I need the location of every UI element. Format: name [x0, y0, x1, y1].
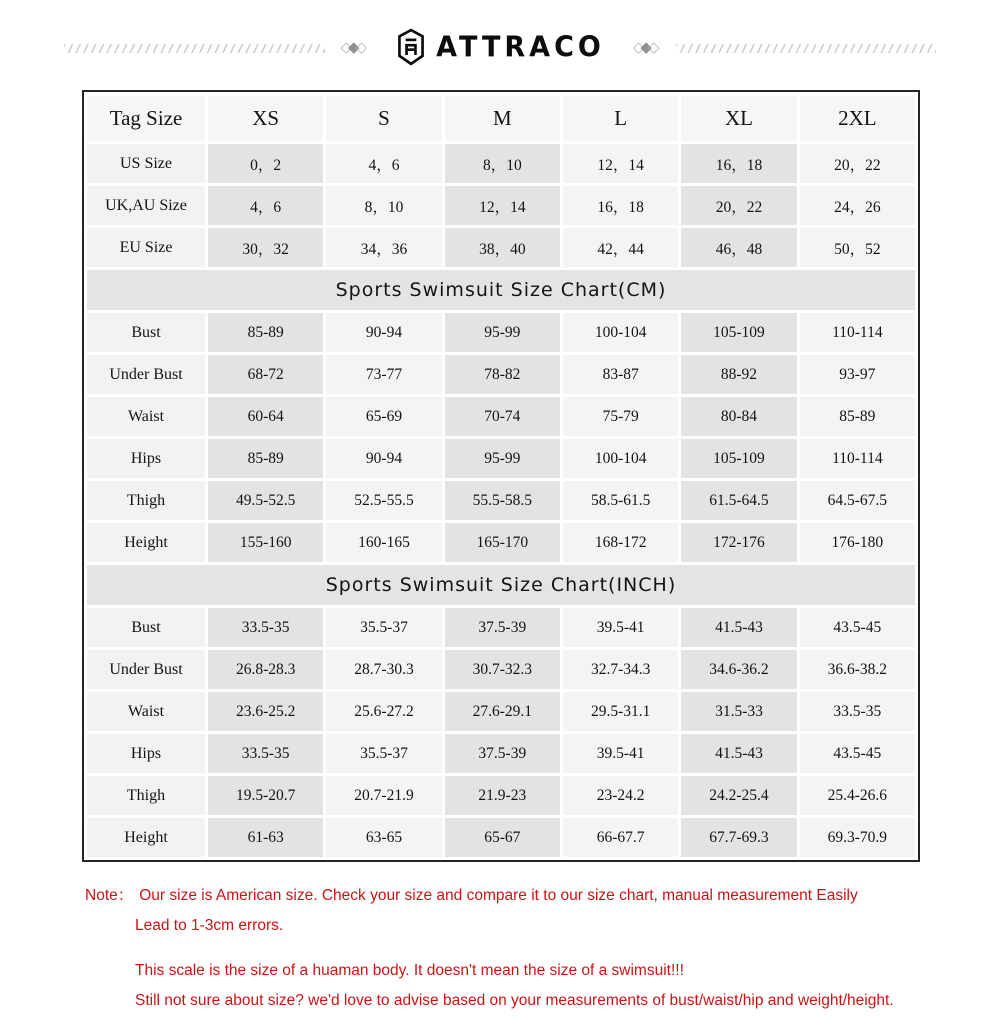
- brand-logo: [395, 28, 605, 66]
- size-cell: 83-87: [563, 355, 678, 394]
- size-cell: 33.5-35: [208, 608, 323, 647]
- note-text: Our size is American size. Check your size and compare it to our size chart, manual measurement Easily: [139, 887, 858, 904]
- size-col-header: S: [326, 95, 441, 141]
- size-cell: 67.7-69.3: [681, 818, 796, 857]
- size-cell: 100-104: [563, 313, 678, 352]
- size-cell: 39.5-41: [563, 734, 678, 773]
- row-label: EU Size: [87, 228, 205, 267]
- size-cell: 29.5-31.1: [563, 692, 678, 731]
- size-cell: 42，44: [563, 228, 678, 267]
- row-label: Waist: [87, 397, 205, 436]
- table-row: [87, 650, 915, 689]
- row-label: Thigh: [87, 776, 205, 815]
- row-label: Height: [87, 523, 205, 562]
- size-cell: 100-104: [563, 439, 678, 478]
- size-cell: 105-109: [681, 313, 796, 352]
- size-cell: 85-89: [208, 313, 323, 352]
- diamond-outline-icon: ◇: [355, 38, 364, 56]
- size-cell: 37.5-39: [445, 734, 560, 773]
- size-cell: 4，6: [208, 186, 323, 225]
- size-cell: 50，52: [800, 228, 915, 267]
- diamond-filled-icon: ◆: [348, 38, 356, 56]
- size-cell: 110-114: [800, 439, 915, 478]
- size-cell: 61.5-64.5: [681, 481, 796, 520]
- size-cell: 24，26: [800, 186, 915, 225]
- size-cell: 61-63: [208, 818, 323, 857]
- size-col-header: XL: [681, 95, 796, 141]
- size-cell: 34.6-36.2: [681, 650, 796, 689]
- size-cell: 80-84: [681, 397, 796, 436]
- size-col-header: 2XL: [800, 95, 915, 141]
- diamond-filled-icon: ◆: [640, 38, 648, 56]
- row-label: Hips: [87, 439, 205, 478]
- size-cell: 35.5-37: [326, 734, 441, 773]
- size-cell: 43.5-45: [800, 734, 915, 773]
- size-cell: 60-64: [208, 397, 323, 436]
- size-cell: 21.9-23: [445, 776, 560, 815]
- size-cell: 23.6-25.2: [208, 692, 323, 731]
- table-row: [87, 439, 915, 478]
- table-row: [87, 481, 915, 520]
- size-cell: 25.4-26.6: [800, 776, 915, 815]
- size-cell: 95-99: [445, 439, 560, 478]
- brand-wordmark: ATTRACO: [436, 30, 605, 64]
- size-cell: 32.7-34.3: [563, 650, 678, 689]
- size-cell: 78-82: [445, 355, 560, 394]
- row-label: Bust: [87, 608, 205, 647]
- size-cell: 155-160: [208, 523, 323, 562]
- deco-hatch-line-right: [676, 44, 937, 53]
- header-bar: [64, 26, 936, 68]
- diamond-outline-icon: ◇: [632, 38, 641, 56]
- size-cell: 90-94: [326, 439, 441, 478]
- row-label: Under Bust: [87, 355, 205, 394]
- size-cell: 73-77: [326, 355, 441, 394]
- size-cell: 34，36: [326, 228, 441, 267]
- size-cell: 41.5-43: [681, 608, 796, 647]
- inch-section-title: Sports Swimsuit Size Chart(INCH): [87, 565, 915, 605]
- size-cell: 12，14: [563, 144, 678, 183]
- note-label: Note：: [85, 887, 134, 904]
- size-chart-table: [82, 90, 920, 862]
- size-cell: 23-24.2: [563, 776, 678, 815]
- row-label: Hips: [87, 734, 205, 773]
- table-row: [87, 228, 915, 267]
- row-label: Bust: [87, 313, 205, 352]
- row-label: US Size: [87, 144, 205, 183]
- size-cell: 19.5-20.7: [208, 776, 323, 815]
- size-col-header: XS: [208, 95, 323, 141]
- shield-a-icon: [395, 28, 427, 66]
- size-cell: 93-97: [800, 355, 915, 394]
- size-cell: 28.7-30.3: [326, 650, 441, 689]
- size-cell: 30，32: [208, 228, 323, 267]
- table-row: [87, 355, 915, 394]
- row-label: Height: [87, 818, 205, 857]
- size-cell: 33.5-35: [800, 692, 915, 731]
- size-cell: 43.5-45: [800, 608, 915, 647]
- row-label: Thigh: [87, 481, 205, 520]
- size-cell: 16，18: [563, 186, 678, 225]
- size-cell: 12，14: [445, 186, 560, 225]
- size-cell: 27.6-29.1: [445, 692, 560, 731]
- table-row: [87, 313, 915, 352]
- size-cell: 37.5-39: [445, 608, 560, 647]
- table-row: [87, 565, 915, 605]
- size-cell: 90-94: [326, 313, 441, 352]
- size-col-header: M: [445, 95, 560, 141]
- size-cell: 49.5-52.5: [208, 481, 323, 520]
- diamond-outline-icon: ◇: [647, 38, 656, 56]
- size-cell: 69.3-70.9: [800, 818, 915, 857]
- size-cell: 88-92: [681, 355, 796, 394]
- size-cell: 160-165: [326, 523, 441, 562]
- size-cell: 16，18: [681, 144, 796, 183]
- table-row: [87, 144, 915, 183]
- table-row: [87, 734, 915, 773]
- size-cell: 8，10: [445, 144, 560, 183]
- row-label: Under Bust: [87, 650, 205, 689]
- size-cell: 172-176: [681, 523, 796, 562]
- table-row: [87, 523, 915, 562]
- table-row: [87, 776, 915, 815]
- deco-hatch-line-left: [64, 44, 325, 53]
- size-cell: 20.7-21.9: [326, 776, 441, 815]
- size-cell: 30.7-32.3: [445, 650, 560, 689]
- diamond-outline-icon: ◇: [340, 38, 349, 56]
- size-cell: 20，22: [800, 144, 915, 183]
- size-cell: 55.5-58.5: [445, 481, 560, 520]
- size-cell: 165-170: [445, 523, 560, 562]
- table-row: [87, 692, 915, 731]
- size-cell: 0，2: [208, 144, 323, 183]
- size-cell: 85-89: [800, 397, 915, 436]
- diamond-ornament-left: [341, 38, 368, 56]
- size-cell: 20，22: [681, 186, 796, 225]
- table-row: [87, 397, 915, 436]
- note-line: This scale is the size of a huaman body. It doesn't mean the size of a swimsuit!!!: [135, 962, 684, 979]
- size-cell: 41.5-43: [681, 734, 796, 773]
- row-label: UK,AU Size: [87, 186, 205, 225]
- table-row: [87, 186, 915, 225]
- size-cell: 64.5-67.5: [800, 481, 915, 520]
- size-cell: 68-72: [208, 355, 323, 394]
- size-cell: 168-172: [563, 523, 678, 562]
- size-cell: 65-67: [445, 818, 560, 857]
- size-cell: 24.2-25.4: [681, 776, 796, 815]
- note-line: Lead to 1-3cm errors.: [135, 917, 284, 934]
- size-cell: 63-65: [326, 818, 441, 857]
- note-line: [85, 881, 955, 911]
- size-cell: 38，40: [445, 228, 560, 267]
- diamond-ornament-right: [633, 38, 660, 56]
- size-cell: 36.6-38.2: [800, 650, 915, 689]
- size-cell: 105-109: [681, 439, 796, 478]
- tag-size-header: Tag Size: [87, 95, 205, 141]
- size-cell: 65-69: [326, 397, 441, 436]
- size-cell: 110-114: [800, 313, 915, 352]
- size-cell: 46，48: [681, 228, 796, 267]
- size-cell: 95-99: [445, 313, 560, 352]
- size-cell: 35.5-37: [326, 608, 441, 647]
- size-cell: 39.5-41: [563, 608, 678, 647]
- note-section: [85, 881, 955, 1016]
- size-cell: 4，6: [326, 144, 441, 183]
- row-label: Waist: [87, 692, 205, 731]
- size-cell: 176-180: [800, 523, 915, 562]
- table-row: [87, 818, 915, 857]
- cm-section-title: Sports Swimsuit Size Chart(CM): [87, 270, 915, 310]
- size-cell: 33.5-35: [208, 734, 323, 773]
- size-cell: 58.5-61.5: [563, 481, 678, 520]
- size-cell: 8，10: [326, 186, 441, 225]
- size-cell: 26.8-28.3: [208, 650, 323, 689]
- size-cell: 52.5-55.5: [326, 481, 441, 520]
- note-line: Still not sure about size? we'd love to advise based on your measurements of bust/waist/hip and weight/height.: [135, 992, 894, 1009]
- table-row: [87, 608, 915, 647]
- size-col-header: L: [563, 95, 678, 141]
- table-row: [87, 95, 915, 141]
- size-cell: 85-89: [208, 439, 323, 478]
- size-cell: 70-74: [445, 397, 560, 436]
- table-row: [87, 270, 915, 310]
- size-cell: 25.6-27.2: [326, 692, 441, 731]
- size-cell: 66-67.7: [563, 818, 678, 857]
- size-cell: 75-79: [563, 397, 678, 436]
- size-cell: 31.5-33: [681, 692, 796, 731]
